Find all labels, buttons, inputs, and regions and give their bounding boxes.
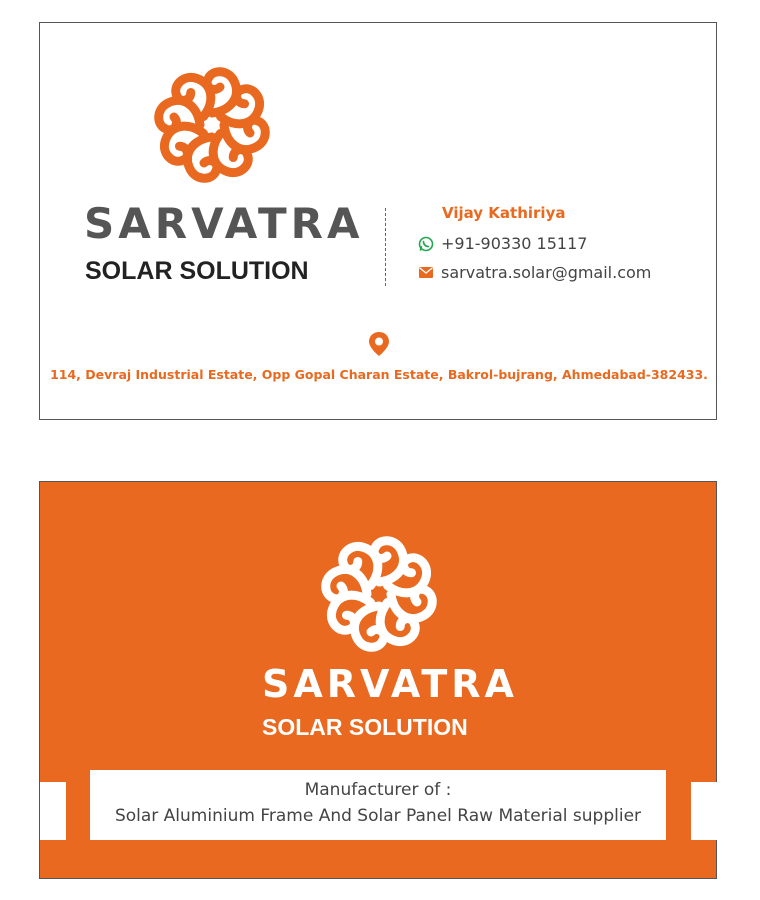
brand-name: SARVATRA xyxy=(262,662,518,706)
manufacturer-heading: Manufacturer of : xyxy=(304,780,452,800)
location-pin-icon xyxy=(367,331,391,357)
solar-flower-logo-icon xyxy=(315,530,443,658)
whatsapp-icon xyxy=(417,235,434,252)
manufacturer-box xyxy=(90,770,666,840)
email-row[interactable] xyxy=(417,263,651,282)
brand-subtitle: SOLAR SOLUTION xyxy=(85,257,309,285)
email-address: sarvatra.solar@gmail.com xyxy=(441,263,652,282)
brand-subtitle: SOLAR SOLUTION xyxy=(262,714,468,740)
business-card-front xyxy=(39,22,717,420)
vertical-divider xyxy=(385,208,386,286)
phone-number: +91-90330 15117 xyxy=(441,234,588,253)
left-white-strip xyxy=(40,782,66,840)
right-white-strip xyxy=(691,782,717,840)
solar-flower-logo-icon xyxy=(148,61,276,189)
address-text: 114, Devraj Industrial Estate, Opp Gopal Charan Estate, Bakrol-bujrang, Ahmedabad-382433. xyxy=(50,367,708,382)
contact-name: Vijay Kathiriya xyxy=(442,204,566,222)
mail-icon xyxy=(417,264,434,281)
business-card-back xyxy=(39,481,717,879)
phone-row[interactable] xyxy=(417,234,587,253)
brand-name: SARVATRA xyxy=(84,199,364,248)
manufacturer-products: Solar Aluminium Frame And Solar Panel Raw Material supplier xyxy=(114,806,642,826)
